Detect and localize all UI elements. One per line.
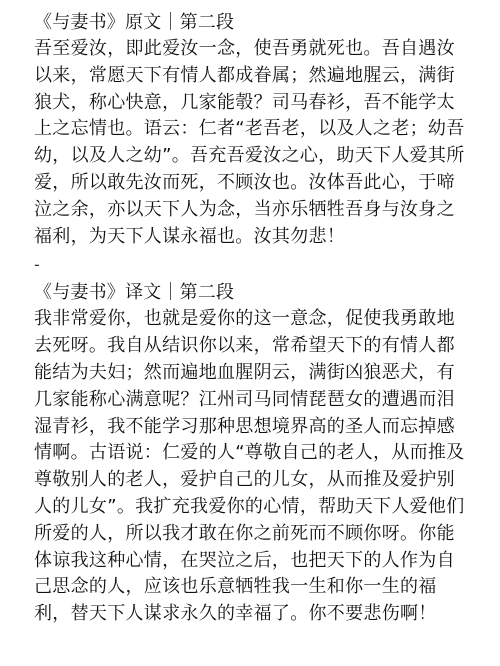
original-line: 福利，为天下人谋永福也。汝其勿悲！ [34, 225, 346, 247]
translation-line: 去死呀。我自从结识你以来，常希望天下的有情人都 [34, 335, 455, 357]
translation-section [34, 280, 474, 628]
translation-line: 所爱的人，所以我才敢在你之前死而不顾你呀。你能 [34, 522, 455, 544]
translation-title: 《与妻书》译文｜第二段 [34, 282, 235, 304]
translation-line: 我非常爱你，也就是爱你的这一意念，促使我勇敢地 [34, 308, 455, 330]
translation-line: 己思念的人，应该也乐意牺牲我一生和你一生的福 [34, 576, 437, 598]
translation-line: 几家能称心满意呢？江州司马同情琵琶女的遭遇而泪 [34, 388, 455, 410]
original-text-section [34, 10, 474, 250]
original-line: 以来，常愿天下有情人都成眷属；然遍地腥云，满街 [34, 64, 455, 86]
translation-line: 情啊。古语说：仁爱的人“尊敬自己的老人，从而推及 [34, 442, 465, 464]
original-line: 吾至爱汝，即此爱汝一念，使吾勇就死也。吾自遇汝 [34, 38, 455, 59]
original-line: 上之忘情也。语云：仁者“老吾老，以及人之老；幼吾 [34, 118, 465, 140]
section-separator: - [34, 255, 40, 275]
translation-line: 体谅我这种心情，在哭泣之后，也把天下的人作为自 [34, 549, 455, 571]
original-line: 狼犬，称心快意，几家能彀？司马春衫，吾不能学太 [34, 91, 455, 113]
original-line: 爱，所以敢先汝而死，不顾汝也。汝体吾此心，于啼 [34, 171, 455, 193]
translation-line: 人的儿女”。我扩充我爱你的心情，帮助天下人爱他们 [34, 495, 465, 517]
translation-line: 能结为夫妇；然而遍地血腥阴云，满街凶狼恶犬，有 [34, 361, 455, 383]
translation-line: 利，替天下人谋求永久的幸福了。你不要悲伤啊！ [34, 603, 437, 625]
translation-line: 尊敬别人的老人，爱护自己的儿女，从而推及爱护别 [34, 469, 455, 491]
original-line: 泣之余，亦以天下人为念，当亦乐牺牲吾身与汝身之 [34, 198, 455, 220]
original-title: 《与妻书》原文｜第二段 [34, 12, 235, 33]
original-line: 幼，以及人之幼”。吾充吾爱汝之心，助天下人爱其所 [34, 145, 465, 167]
translation-line: 湿青衫，我不能学习那种思想境界高的圣人而忘掉感 [34, 415, 455, 437]
